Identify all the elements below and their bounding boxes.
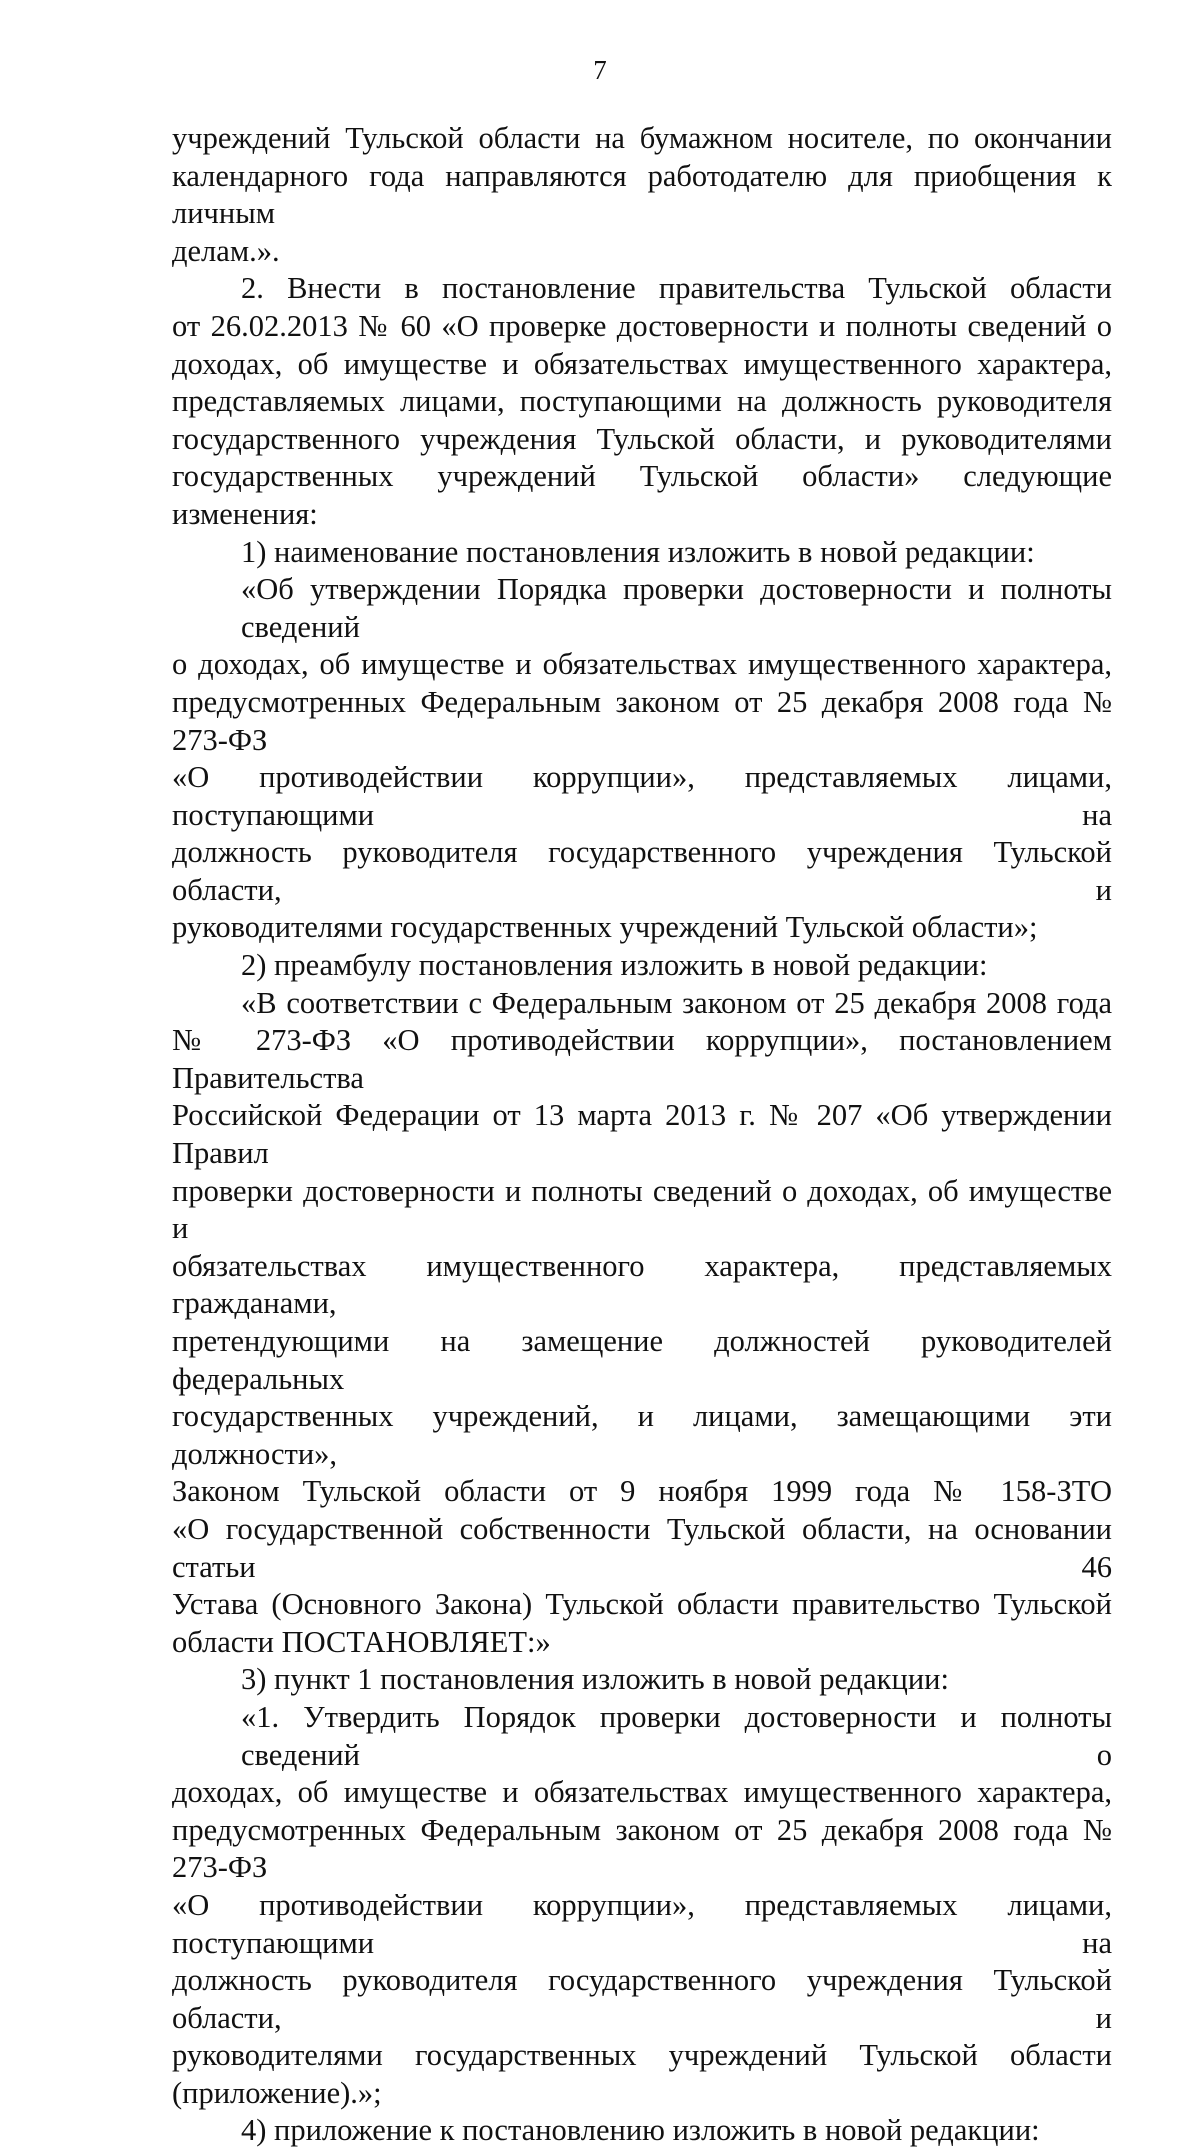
text-line: Российской Федерации от 13 марта 2013 г. № 207 «Об утверждении Правил: [172, 1098, 1112, 1171]
paragraph: [172, 1661, 1112, 1699]
text-line: руководителями государственных учреждений Тульской области: [172, 2038, 1112, 2073]
text-line: 2) преамбулу постановления изложить в новой редакции:: [241, 948, 988, 983]
paragraph: [172, 2112, 1112, 2150]
text-line: проверки достоверности и полноты сведений о доходах, об имуществе и: [172, 1173, 1112, 1246]
text-line: предусмотренных Федеральным законом от 25 декабря 2008 года № 273-ФЗ: [172, 684, 1112, 757]
text-line: области ПОСТАНОВЛЯЕТ:»: [172, 1624, 551, 1659]
text-line: 1) наименование постановления изложить в новой редакции:: [241, 534, 1035, 569]
text-line: доходах, об имуществе и обязательствах имущественного характера,: [172, 346, 1112, 381]
paragraph: [172, 270, 1112, 533]
text-line: Устава (Основного Закона) Тульской области правительство Тульской: [172, 1587, 1112, 1622]
text-line: предусмотренных Федеральным законом от 25 декабря 2008 года № 273-ФЗ: [172, 1812, 1112, 1885]
paragraph: [172, 571, 1112, 947]
text-line: № 273-ФЗ «О противодействии коррупции», постановлением Правительства: [172, 1023, 1112, 1095]
paragraph: [172, 985, 1112, 1662]
text-line: обязательствах имущественного характера, представляемых гражданами,: [172, 1248, 1112, 1321]
paragraph: [172, 947, 1112, 985]
text-line: представляемых лицами, поступающими на должность руководителя: [172, 384, 1112, 419]
text-line: «О государственной собственности Тульской области, на основании статьи 46: [172, 1511, 1112, 1584]
paragraph: [172, 534, 1112, 572]
text-line: 2. Внести в постановление правительства Тульской области: [241, 271, 1112, 306]
text-line: Законом Тульской области от 9 ноября 1999 года № 158-ЗТО: [172, 1474, 1112, 1509]
text-line: «О противодействии коррупции», представляемых лицами, поступающими на: [172, 760, 1112, 832]
text-line: «1. Утвердить Порядок проверки достоверности и полноты сведений о: [241, 1699, 1112, 1772]
text-line: государственного учреждения Тульской области, и руководителями: [172, 421, 1112, 456]
text-line: претендующими на замещение должностей руководителей федеральных: [172, 1324, 1112, 1396]
text-line: государственных учреждений Тульской области» следующие изменения:: [172, 459, 1112, 531]
text-line: делам.».: [172, 233, 280, 268]
text-line: должность руководителя государственного учреждения Тульской области, и: [172, 835, 1112, 907]
text-line: от 26.02.2013 № 60 «О проверке достоверности и полноты сведений о: [172, 308, 1112, 343]
text-line: календарного года направляются работодателю для приобщения к личным: [172, 158, 1112, 231]
text-line: «В соответствии с Федеральным законом от 25 декабря 2008 года: [241, 985, 1112, 1020]
text-line: руководителями государственных учреждений Тульской области»;: [172, 910, 1038, 945]
page-number: 7: [593, 55, 607, 85]
text-line: «Об утверждении Порядка проверки достоверности и полноты сведений: [241, 572, 1112, 644]
paragraph: [172, 120, 1112, 270]
text-line: о доходах, об имуществе и обязательствах имущественного характера,: [172, 647, 1112, 682]
text-line: (приложение).»;: [172, 2075, 382, 2110]
text-line: государственных учреждений, и лицами, замещающими эти должности»,: [172, 1399, 1112, 1471]
paragraph: [172, 1699, 1112, 2113]
text-line: учреждений Тульской области на бумажном носителе, по окончании: [172, 121, 1112, 155]
text-line: 3) пункт 1 постановления изложить в новой редакции:: [241, 1662, 949, 1697]
text-line: доходах, об имуществе и обязательствах имущественного характера,: [172, 1775, 1112, 1810]
text-line: «О противодействии коррупции», представляемых лицами, поступающими на: [172, 1887, 1112, 1960]
document-body: [172, 120, 1112, 2150]
text-line: 4) приложение к постановлению изложить в новой редакции:: [241, 2113, 1040, 2148]
text-line: должность руководителя государственного учреждения Тульской области, и: [172, 1963, 1112, 2035]
